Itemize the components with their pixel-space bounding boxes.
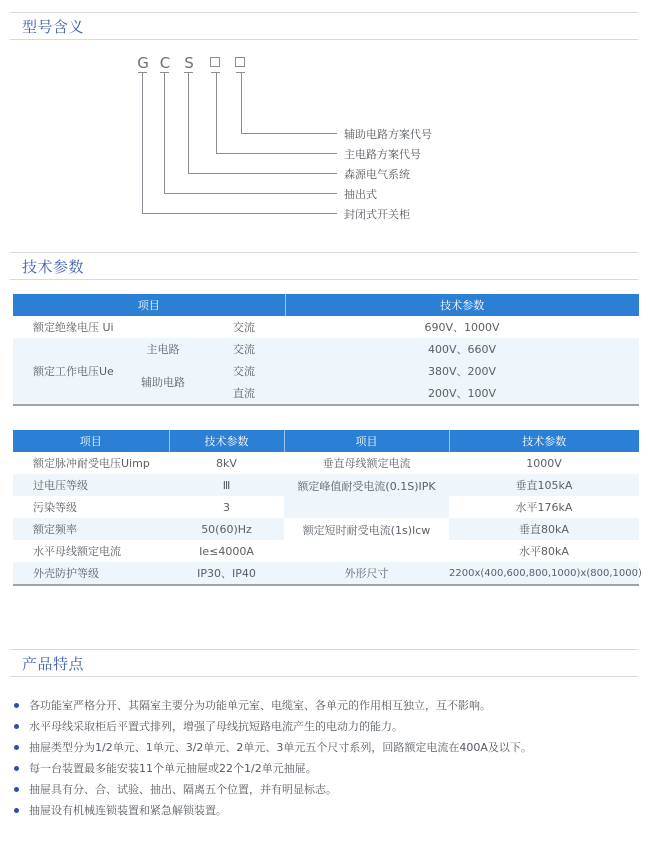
cell-value: Ie≤4000A (199, 544, 254, 558)
cell-item: 额定频率 (13, 518, 169, 540)
feature-item: 抽屉设有机械连锁装置和紧急解锁装置。 (14, 802, 227, 818)
cell-value: 水平176kA (515, 501, 573, 514)
code-letter-s: S (184, 54, 194, 72)
header-params-right: 技术参数 (449, 430, 639, 452)
cell-value: 400V、660V (285, 338, 639, 360)
cell-item: 额定峰值耐受电流(0.1S)IPK (284, 474, 449, 518)
cell-sub: 辅助电路 (123, 360, 203, 405)
header-params-left: 技术参数 (169, 430, 284, 452)
table-row (13, 452, 639, 474)
model-code-diagram (0, 0, 648, 240)
cell-sub: 主电路 (123, 338, 203, 360)
cell-value: 2200x(400,600,800,1000)x(800,1000) (449, 562, 639, 585)
connector-c (164, 72, 165, 193)
connector-s (188, 72, 189, 173)
cell-value: 690V、1000V (424, 321, 500, 334)
cell-value: IP30、IP40 (169, 562, 284, 585)
cell-value: Ⅲ (169, 474, 284, 496)
spec-table-header (13, 430, 639, 452)
cell-value: 水平80kA (519, 545, 569, 558)
cell-item: 水平母线额定电流 (33, 545, 121, 558)
header-item-left: 项目 (13, 430, 169, 452)
leader-g (142, 213, 337, 214)
header-item-right: 项目 (284, 430, 449, 452)
bullet-icon (14, 766, 19, 771)
cell-value: 垂直105kA (449, 474, 639, 496)
bullet-icon (14, 724, 19, 729)
cell-type: 交流 (203, 360, 285, 382)
code-letter-c: C (159, 54, 171, 72)
code-placeholder-1 (210, 57, 220, 67)
section-title-tech: 技术参数 (22, 258, 85, 276)
leader-c (164, 193, 337, 194)
section-header-features (10, 649, 638, 677)
leader-box2 (241, 133, 337, 134)
bullet-icon (14, 703, 19, 708)
cell-type: 交流 (233, 321, 255, 334)
section-title-model: 型号含义 (22, 18, 85, 36)
code-placeholder-2 (235, 57, 245, 67)
cell-item: 外壳防护等级 (13, 562, 169, 585)
table-row (13, 338, 639, 360)
code-letter-g: G (137, 54, 149, 72)
cell-type: 直流 (203, 382, 285, 405)
cell-value: 3 (223, 500, 230, 514)
cell-item: 外形尺寸 (284, 562, 449, 585)
table-row (13, 562, 639, 585)
cell-value: 8kV (216, 456, 237, 470)
connector-box2 (241, 72, 242, 133)
label-system: 森源电气系统 (344, 168, 410, 181)
cell-value: 380V、200V (285, 360, 639, 382)
cell-item: 垂直母线额定电流 (322, 457, 411, 470)
feature-item: 水平母线采取柜后平置式排列，增强了母线抗短路电流产生的电动力的能力。 (14, 718, 403, 734)
cell-value: 垂直80kA (449, 518, 639, 540)
cell-item: 污染等级 (33, 501, 77, 514)
section-title-features: 产品特点 (22, 655, 85, 673)
label-draw-out: 抽出式 (344, 188, 377, 201)
voltage-table (13, 294, 639, 406)
leader-s (188, 173, 337, 174)
cell-type: 交流 (203, 338, 285, 360)
table-row (13, 316, 639, 338)
table-row (13, 518, 639, 540)
label-aux-circuit: 辅助电路方案代号 (344, 128, 432, 141)
cell-item: 额定绝缘电压 Ui (33, 321, 114, 334)
bullet-icon (14, 745, 19, 750)
cell-item: 额定工作电压Ue (13, 338, 123, 405)
cell-value: 200V、100V (285, 382, 639, 405)
feature-item: 抽屉类型分为1/2单元、1单元、3/2单元、2单元、3单元五个尺寸系列，回路额定电流在400A及以下。 (14, 739, 532, 755)
spec-table (13, 430, 642, 586)
bullet-icon (14, 787, 19, 792)
feature-item: 抽屉具有分、合、试验、抽出、隔离五个位置，并有明显标志。 (14, 781, 337, 797)
section-header-tech (10, 252, 638, 280)
cell-item: 额定短时耐受电流(1s)Icw (302, 524, 431, 537)
feature-item: 各功能室严格分开、其隔室主要分为功能单元室、电缆室、各单元的作用相互独立，互不影响。 (14, 697, 491, 713)
feature-item: 每一台装置最多能安装11个单元抽屉或22个1/2单元抽屉。 (14, 760, 317, 776)
cell-value: 50(60)Hz (169, 518, 284, 540)
table-row (13, 474, 639, 496)
cell-item: 额定脉冲耐受电压Uimp (33, 457, 150, 470)
bullet-icon (14, 808, 19, 813)
cell-value: 1000V (526, 456, 562, 470)
header-params: 技术参数 (285, 294, 639, 316)
connector-box1 (216, 72, 217, 153)
label-enclosed: 封闭式开关柜 (344, 208, 410, 221)
leader-box1 (216, 153, 337, 154)
label-main-circuit: 主电路方案代号 (344, 148, 421, 161)
header-item: 项目 (13, 294, 285, 316)
connector-g (142, 72, 143, 213)
cell-item: 过电压等级 (13, 474, 169, 496)
voltage-table-header (13, 294, 639, 316)
